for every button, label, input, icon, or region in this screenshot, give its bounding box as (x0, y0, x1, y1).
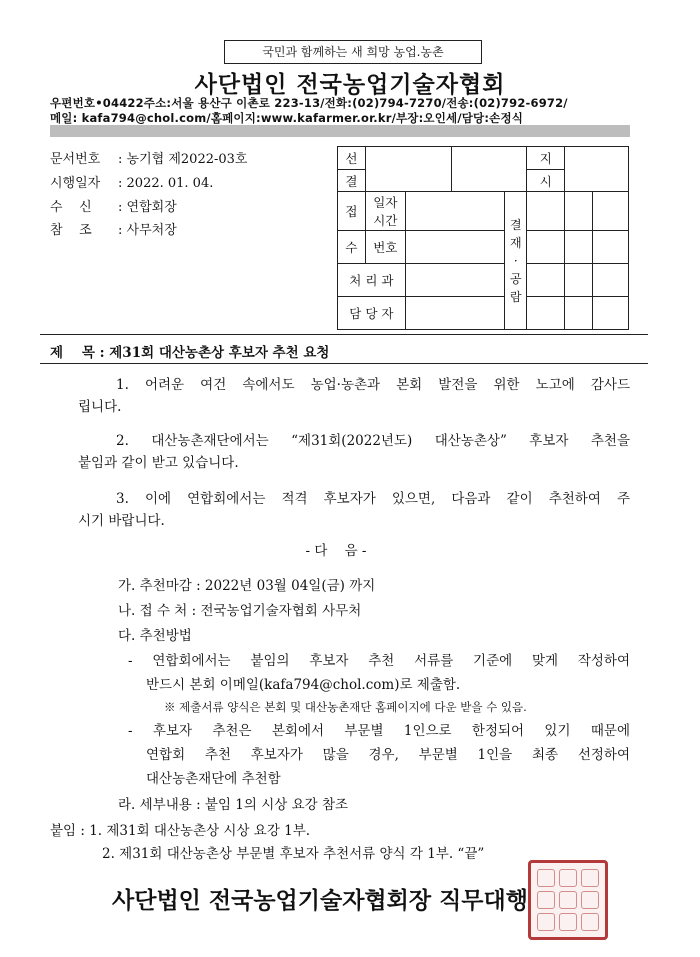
item-da: 다. 추천방법 (118, 628, 192, 644)
seon-cell: 선 (338, 147, 366, 170)
doc-number: 문서번호 : 농기협 제2022-03호 (50, 152, 248, 167)
approval-table (337, 146, 629, 330)
paragraph-2-line-2: 붙임과 같이 받고 있습니다. (78, 455, 239, 471)
item-ga: 가. 추천마감 : 2022년 03월 04일(금) 까지 (118, 578, 376, 594)
paragraph-3-line-1: 3. 이에 연합회에서는 적격 후보자가 있으면, 다음과 같이 추천하여 주 (116, 491, 630, 507)
address-line-1: 우편번호•04422주소:서울 용산구 이촌로 223-13/전화:(02)794-7270/전송:(02)792-6972/ (50, 96, 568, 110)
following-heading: - 다 음 - (305, 543, 367, 559)
method-1-line-1: - 연합회에서는 붙임의 후보자 추천 서류를 기준에 맞게 작성하여 (128, 653, 630, 669)
date-time-label: 일자 시간 (365, 192, 405, 230)
reference: 참 조 : 사무처장 (50, 223, 177, 238)
paragraph-2-line-1: 2. 대산농촌재단에서는 “제31회(2022년도) 대산농촌상” 후보자 추천을 (116, 433, 630, 449)
subject-bottom-rule (40, 363, 648, 364)
item-na: 나. 접 수 처 : 전국농업기술자협회 사무처 (118, 603, 362, 619)
attachment-2: 2. 제31회 대산농촌상 부문별 후보자 추천서류 양식 각 1부. “끝” (102, 846, 485, 862)
gyeoljae-gongram-cell: 결 재 · 공 람 (505, 192, 527, 330)
submission-note: ※ 제출서류 양식은 본회 및 대산농촌재단 홈페이지에 다운 받을 수 있음. (164, 700, 527, 714)
person-in-charge-label: 담 당 자 (338, 296, 406, 329)
slogan-box: 국민과 함께하는 새 희망 농업.농촌 (224, 40, 482, 64)
method-1-line-2: 반드시 본회 이메일(kafa794@chol.com)로 제출함. (146, 677, 461, 693)
method-2-line-2: 연합회 추천 후보자가 많을 경우, 부문별 1인을 최종 선정하여 (146, 747, 630, 763)
paragraph-1-line-1: 1. 어려운 여건 속에서도 농업·농촌과 본회 발전을 위한 노고에 감사드 (116, 377, 630, 393)
attachment-1: 붙임 : 1. 제31회 대산농촌상 시상 요강 1부. (50, 823, 311, 839)
subject-top-rule (40, 334, 648, 335)
organization-title: 사단법인 전국농업기술자협회 (194, 72, 506, 98)
recipient: 수 신 : 연합회장 (50, 200, 177, 215)
address-line-2: 메일: kafa794@chol.com/홈페이지:www.kafarmer.or.kr/부장:오인세/담당:손정식 (50, 111, 524, 125)
item-ra: 라. 세부내용 : 붙임 1의 시상 요강 참조 (118, 797, 349, 813)
ji-cell: 지 (527, 147, 565, 170)
jeop-cell: 접 (338, 192, 366, 230)
gyeol-cell: 결 (338, 169, 366, 192)
method-2-line-1: - 후보자 추천은 본회에서 부문별 1인으로 한정되어 있기 때문에 (128, 723, 630, 739)
paragraph-3-line-2: 시기 바랍니다. (78, 513, 165, 529)
si-cell: 시 (527, 169, 565, 192)
method-2-line-3: 대산농촌재단에 추천함 (146, 771, 281, 787)
processing-dept-label: 처 리 과 (338, 263, 406, 296)
issue-date: 시행일자 : 2022. 01. 04. (50, 176, 214, 191)
number-label: 번호 (365, 230, 405, 263)
su-cell: 수 (338, 230, 366, 263)
paragraph-1-line-2: 립니다. (78, 399, 122, 415)
header-divider-band (50, 125, 630, 137)
subject-line: 제 목 : 제31회 대산농촌상 후보자 추천 요청 (50, 345, 330, 361)
signer-title: 사단법인 전국농업기술자협회장 직무대행 (112, 888, 528, 914)
